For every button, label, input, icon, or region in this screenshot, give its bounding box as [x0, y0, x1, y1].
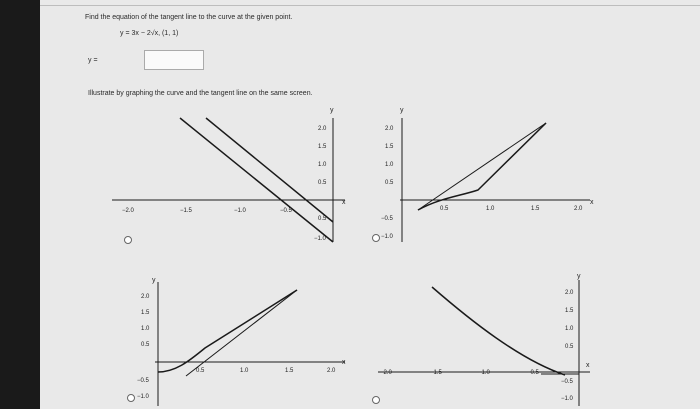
graph-b-y-tick: 2.0 — [385, 126, 394, 132]
graph-a-y-tick: −1.0 — [314, 236, 326, 242]
graph-d-x-tick: −0.5 — [527, 370, 539, 376]
graph-c-x-tick: 2.0 — [327, 368, 336, 374]
graph-b-y-tick: 1.5 — [385, 144, 394, 150]
graph-d-x-label: x — [586, 362, 590, 369]
graph-a-x-tick: −1.0 — [234, 208, 246, 214]
graph-d-y-tick: −1.0 — [561, 396, 573, 402]
graph-c-tangent-line — [186, 290, 297, 376]
graph-b-x-tick: 1.5 — [531, 206, 540, 212]
graph-d-curve — [432, 287, 565, 375]
graph-a-x-tick: −0.5 — [280, 208, 292, 214]
graph-c-x-tick: 1.5 — [285, 368, 294, 374]
graph-c-x-label: x — [342, 359, 346, 366]
graph-c-x-tick: 1.0 — [240, 368, 249, 374]
graph-d-x-tick: −1.5 — [430, 370, 442, 376]
graph-option-b — [373, 107, 595, 242]
graph-b-x-label: x — [590, 199, 594, 206]
graph-b-y-tick: 1.0 — [385, 162, 394, 168]
instruction-text: Find the equation of the tangent line to the curve at the given point. — [85, 14, 293, 21]
graph-d-x-tick: −2.0 — [380, 370, 392, 376]
graph-c-y-tick: 2.0 — [141, 294, 150, 300]
graph-c-curve — [158, 290, 297, 372]
graph-c-x-tick: 0.5 — [196, 368, 205, 374]
graph-a-radio[interactable] — [125, 237, 132, 244]
graph-c-y-tick: −0.5 — [137, 378, 149, 384]
graph-d-y-tick: −0.5 — [561, 379, 573, 385]
graph-a-x-tick: −2.0 — [122, 208, 134, 214]
graph-d-y-label: y — [577, 273, 581, 280]
graph-a-tangent-line — [180, 118, 333, 242]
graph-b-y-tick: −0.5 — [381, 216, 393, 222]
graph-a-y-tick: 0.5 — [318, 216, 327, 222]
graph-d-radio[interactable] — [373, 397, 380, 404]
graph-a-y-tick: 1.5 — [318, 144, 327, 150]
graph-c-y-tick: −1.0 — [137, 394, 149, 400]
graph-b-y-label: y — [400, 107, 404, 114]
equation-text: y = 3x − 2√x, (1, 1) — [120, 30, 179, 37]
graph-d-y-tick: 0.5 — [565, 344, 574, 350]
graph-a-curve — [206, 118, 333, 222]
graph-a-y-tick: 0.5 — [318, 180, 327, 186]
graph-option-a — [112, 107, 346, 244]
graph-a-x-tick: −1.5 — [180, 208, 192, 214]
graph-b-x-tick: 0.5 — [440, 206, 449, 212]
graph-c-y-label: y — [152, 277, 156, 284]
graph-d-y-tick: 1.5 — [565, 308, 574, 314]
graph-c-y-tick: 1.0 — [141, 326, 150, 332]
answer-label: y = — [88, 57, 98, 64]
graph-c-y-tick: 1.5 — [141, 310, 150, 316]
graph-b-tangent-line — [418, 123, 546, 210]
graph-b-radio[interactable] — [373, 235, 380, 242]
graph-option-c — [128, 277, 347, 406]
graph-d-y-tick: 2.0 — [565, 290, 574, 296]
graph-a-y-tick: 2.0 — [318, 126, 327, 132]
graph-option-d — [373, 273, 591, 406]
graph-b-y-tick: 0.5 — [385, 180, 394, 186]
graph-a-x-label: x — [342, 199, 346, 206]
graph-b-y-tick: −1.0 — [381, 234, 393, 240]
graph-b-x-tick: 2.0 — [574, 206, 583, 212]
graph-c-y-tick: 0.5 — [141, 342, 150, 348]
graph-d-y-tick: 1.0 — [565, 326, 574, 332]
graph-d-x-tick: −1.0 — [478, 370, 490, 376]
graph-a-y-label: y — [330, 107, 334, 114]
illustrate-text: Illustrate by graphing the curve and the tangent line on the same screen. — [88, 90, 313, 97]
graph-b-x-tick: 1.0 — [486, 206, 495, 212]
graph-a-y-tick: 1.0 — [318, 162, 327, 168]
graph-c-radio[interactable] — [128, 395, 135, 402]
